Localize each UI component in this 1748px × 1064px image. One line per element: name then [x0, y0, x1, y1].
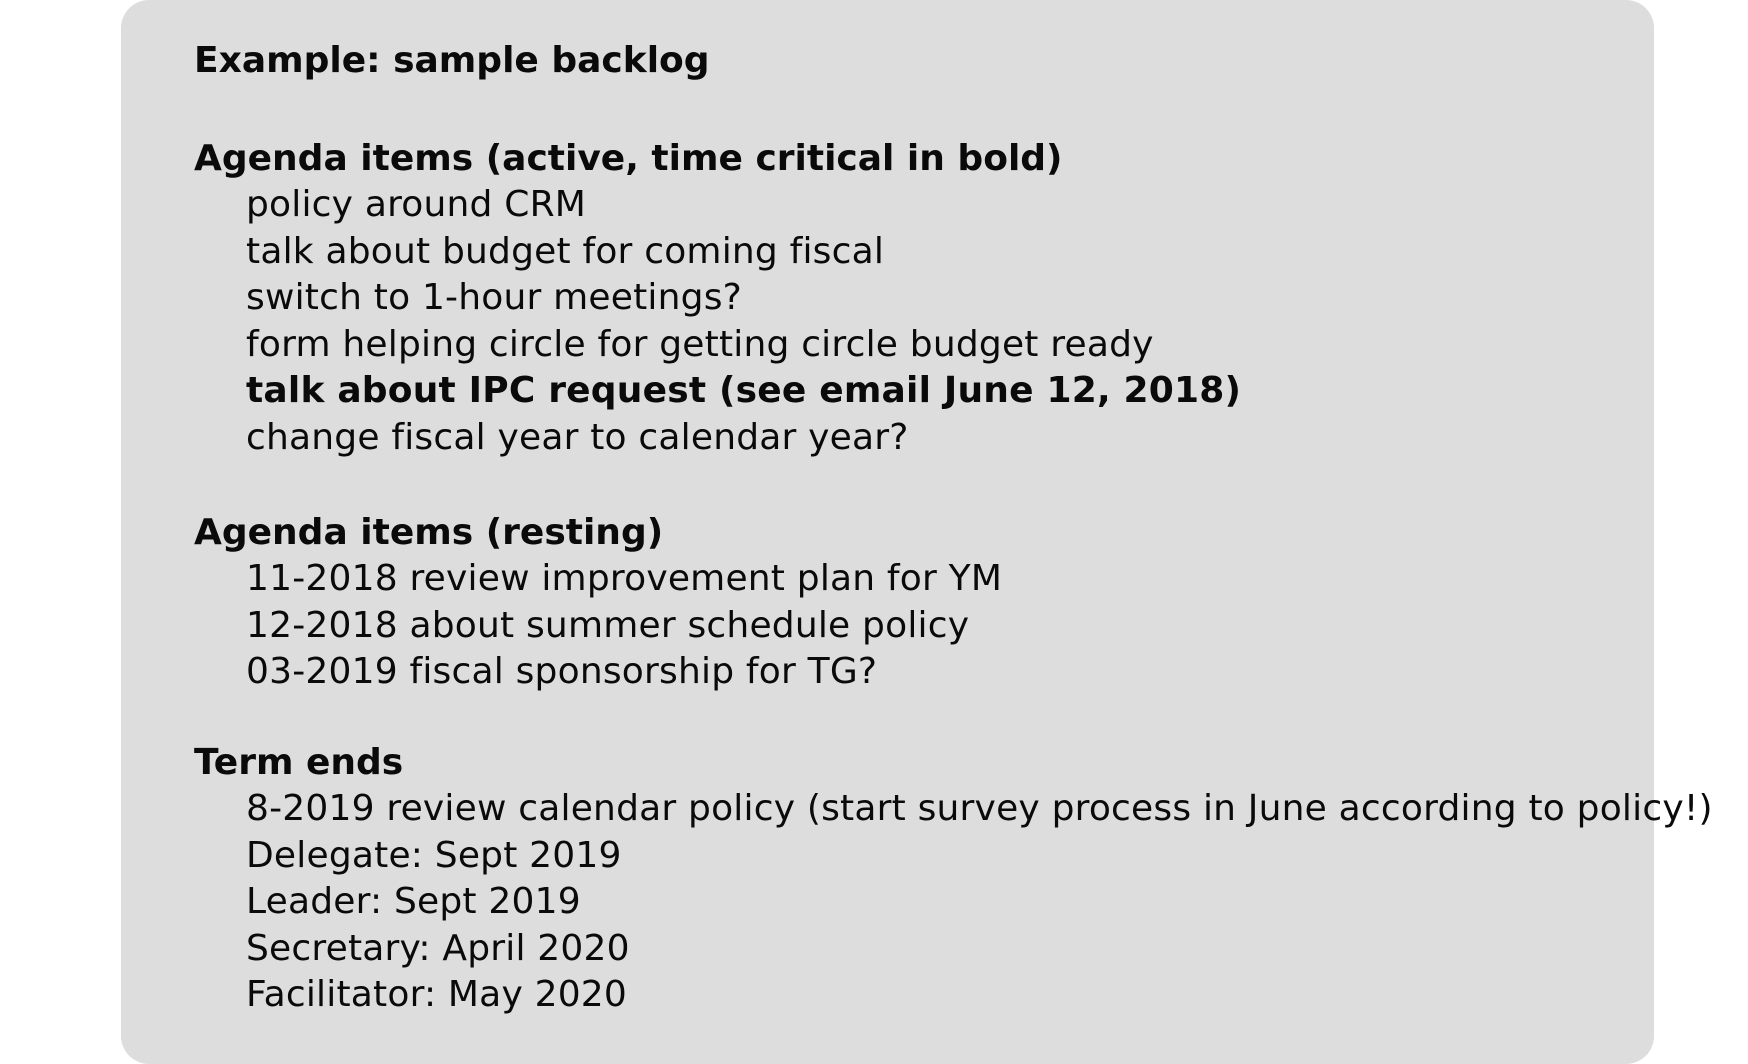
list-item: form helping circle for getting circle budget ready: [246, 323, 1154, 365]
list-item: 11-2018 review improvement plan for YM: [246, 558, 1003, 599]
list-item: Facilitator: May 2020: [246, 974, 628, 1015]
list-item-time-critical: talk about IPC request (see email June 12, 2018): [246, 370, 1242, 411]
list-item: talk about budget for coming fiscal: [246, 230, 885, 272]
list-item: switch to 1-hour meetings?: [246, 277, 742, 318]
list-item: Leader: Sept 2019: [246, 881, 581, 922]
list-item: policy around CRM: [246, 184, 587, 225]
active-agenda-heading: Agenda items (active, time critical in bold): [194, 138, 1063, 179]
term-ends-list: [194, 786, 1713, 1019]
list-item: 03-2019 fiscal sponsorship for TG?: [246, 651, 878, 692]
list-item: Delegate: Sept 2019: [246, 834, 622, 876]
term-ends-heading: Term ends: [194, 742, 404, 783]
list-item: 8-2019 review calendar policy (start survey process in June according to policy!): [246, 788, 1713, 829]
resting-agenda-heading: Agenda items (resting): [194, 512, 664, 553]
list-item: change fiscal year to calendar year?: [246, 416, 909, 458]
page-title: Example: sample backlog: [194, 40, 710, 81]
backlog-card: [121, 0, 1713, 1064]
resting-agenda-list: [194, 556, 1002, 696]
list-item: 12-2018 about summer schedule policy: [246, 604, 970, 646]
list-item: Secretary: April 2020: [246, 927, 630, 969]
resting-agenda-section: [194, 510, 1002, 696]
active-agenda-list: [194, 182, 1241, 461]
active-agenda-section: [194, 136, 1241, 461]
term-ends-section: [194, 740, 1713, 1019]
